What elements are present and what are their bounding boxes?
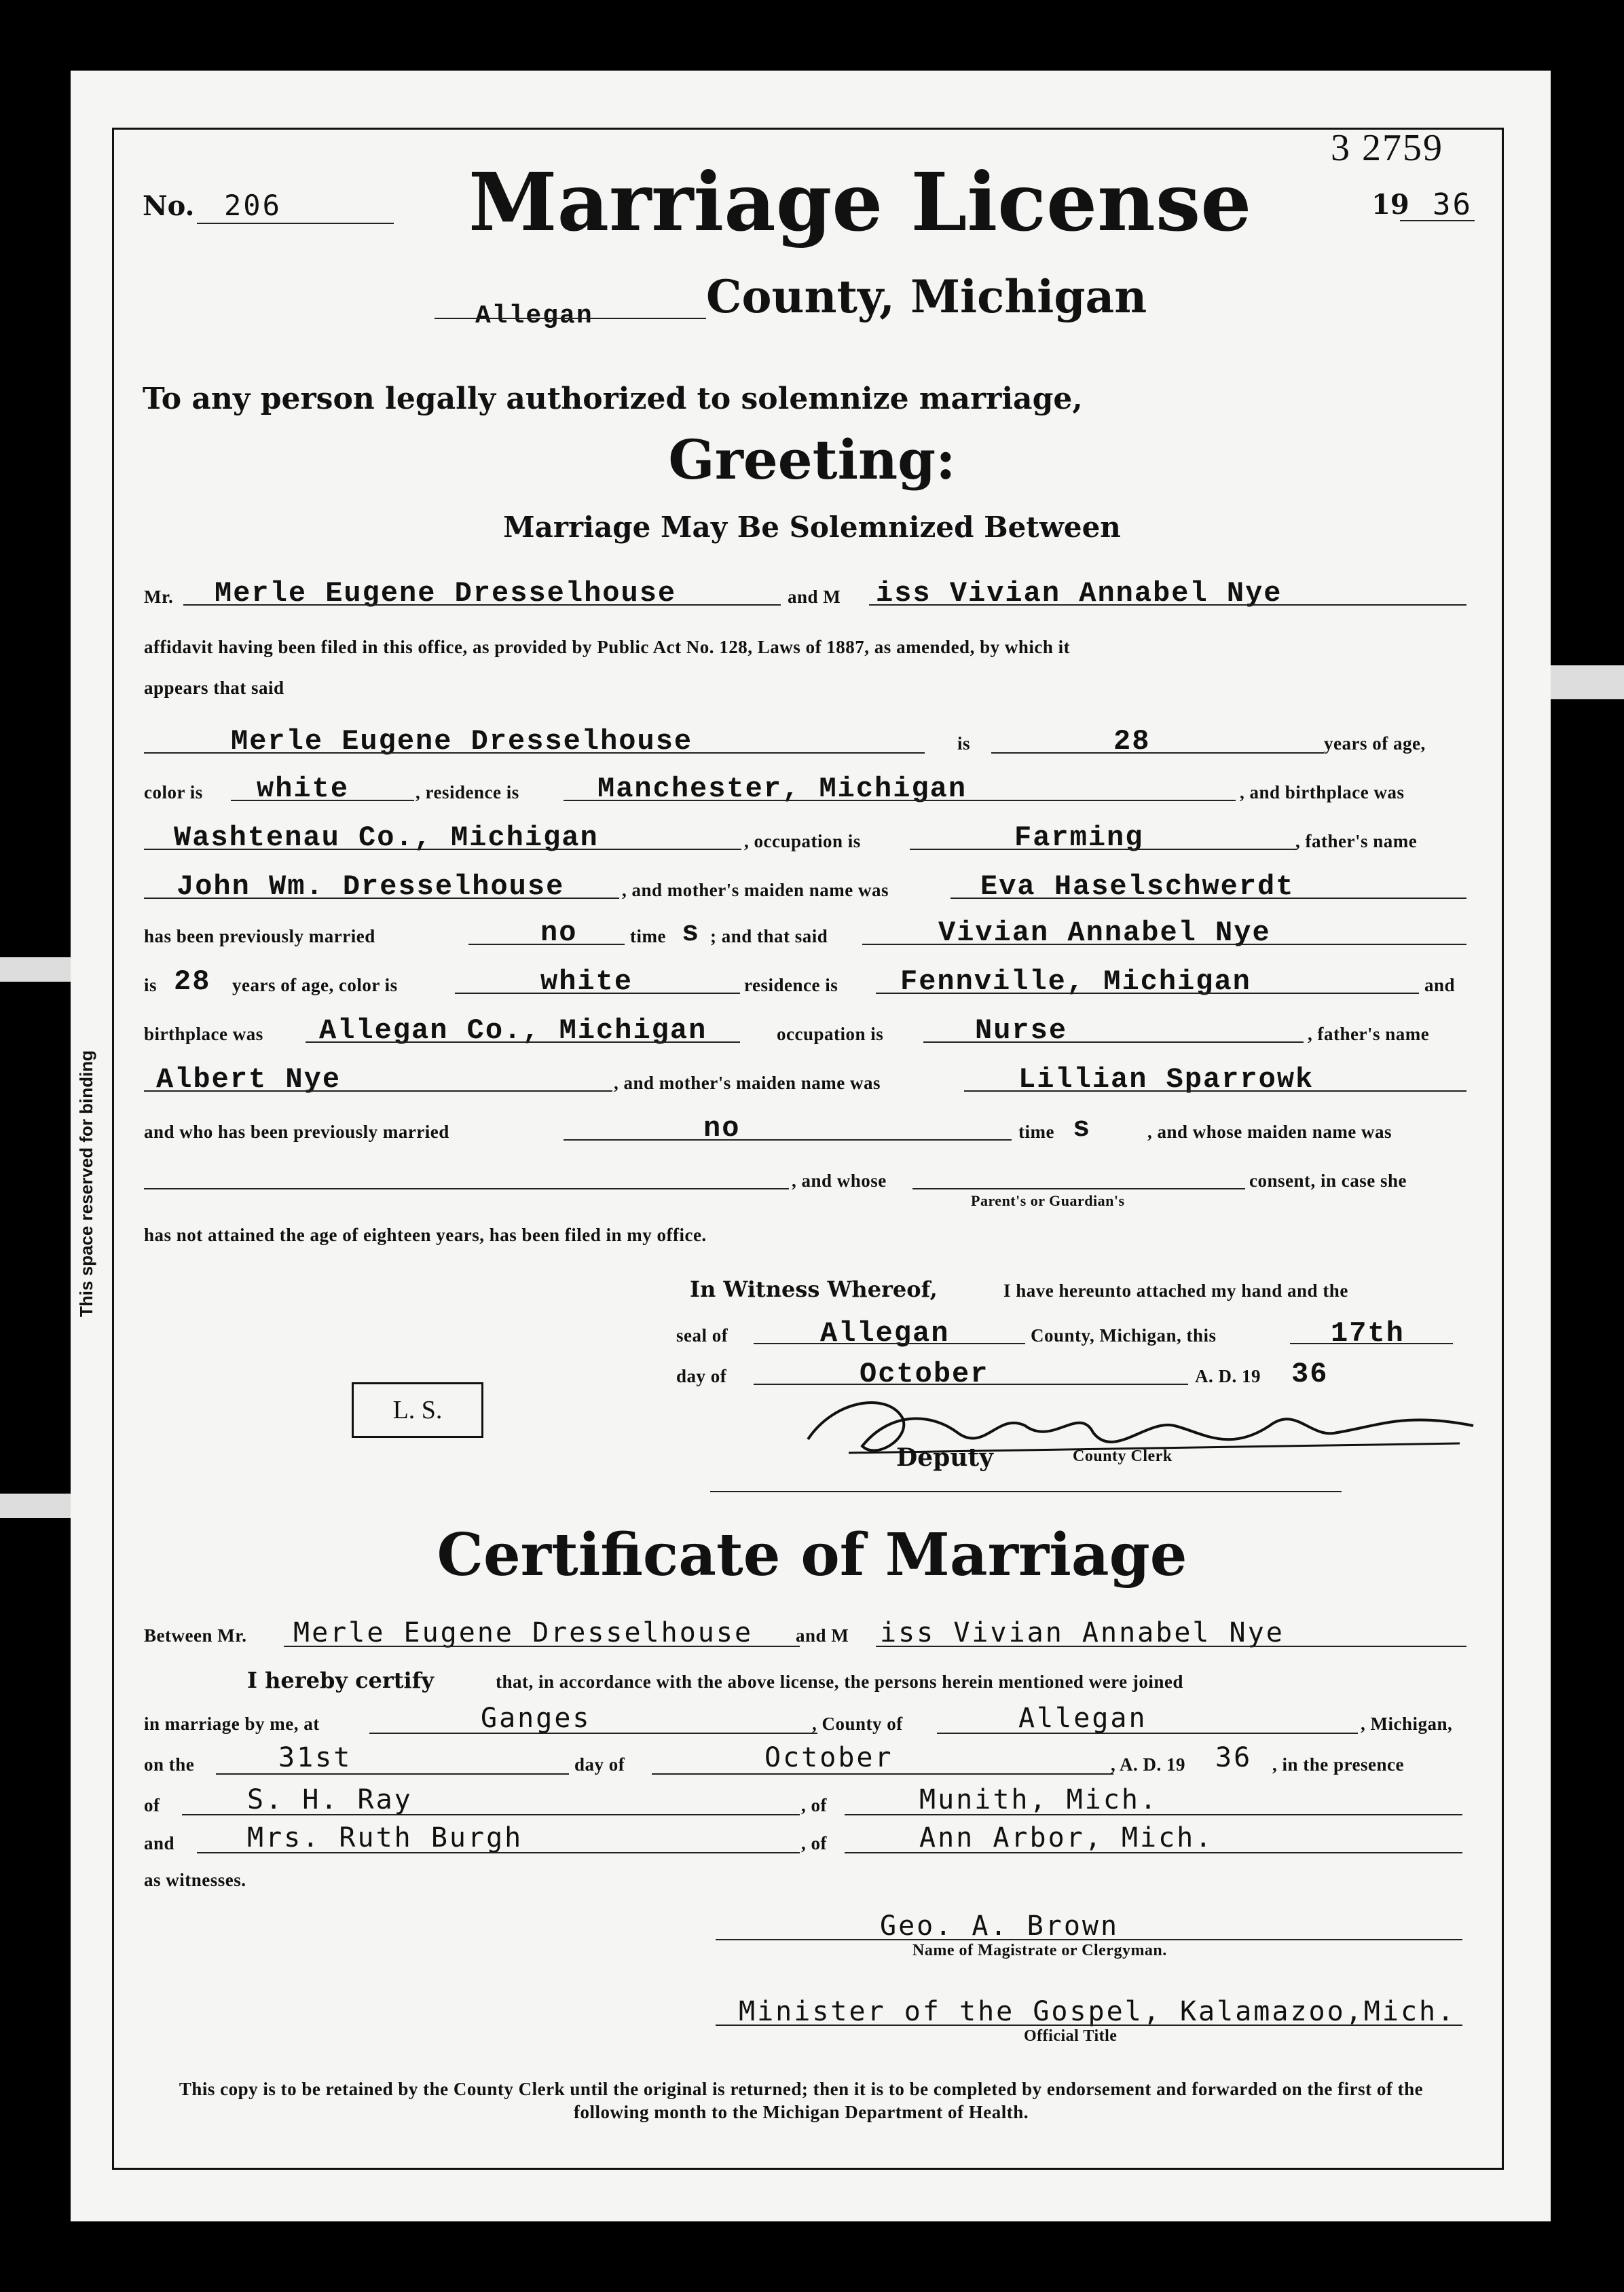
witness-day: 17th — [1331, 1317, 1405, 1350]
county-michigan-label: County, Michigan, this — [1031, 1325, 1217, 1346]
groom-occupation: Farming — [1014, 821, 1144, 854]
witness-1: S. H. Ray — [247, 1784, 413, 1815]
cert-month: October — [764, 1742, 893, 1773]
line — [845, 1852, 1462, 1853]
line — [876, 993, 1419, 994]
line — [231, 800, 414, 801]
and-label-3: and — [144, 1833, 175, 1853]
bride-birthplace: Allegan Co., Michigan — [319, 1014, 707, 1047]
is-label: is — [957, 733, 971, 754]
attached-text: I have hereunto attached my hand and the — [1003, 1280, 1348, 1301]
residence-label: , residence is — [416, 782, 519, 802]
bride-prev: no — [703, 1112, 741, 1145]
line — [716, 2025, 1462, 2026]
page-title: Marriage License — [468, 155, 1252, 249]
groom-name-line — [183, 604, 781, 606]
on-the-label: on the — [144, 1754, 195, 1775]
not-attained: has not attained the age of eighteen years, has been filed in my office. — [144, 1225, 707, 1245]
day-of-label-2: day of — [574, 1754, 625, 1775]
between-label: Between Mr. — [144, 1625, 247, 1646]
hereby-certify: I hereby certify — [247, 1667, 435, 1693]
salutation: To any person legally authorized to solemnize marriage, — [143, 382, 1083, 416]
officiant-label: Name of Magistrate or Clergyman. — [912, 1942, 1167, 1959]
ls-seal-box: L. S. — [352, 1382, 483, 1438]
bride-name-line — [869, 604, 1466, 606]
groom-mother: Eva Haselschwerdt — [980, 870, 1295, 903]
time-label: time — [630, 926, 666, 946]
cert-day: 31st — [278, 1742, 352, 1773]
line — [710, 1491, 1342, 1492]
bride-times-suffix: s — [1073, 1112, 1092, 1145]
in-witness: In Witness Whereof, — [690, 1276, 938, 1302]
line — [910, 849, 1297, 850]
and-whose-label: , and whose — [792, 1170, 887, 1191]
groom-age: 28 — [1113, 725, 1151, 758]
prev-married-label: has been previously married — [144, 926, 375, 946]
witness-year: 36 — [1291, 1358, 1329, 1390]
groom-father: John Wm. Dresselhouse — [177, 870, 565, 903]
bride-color: white — [540, 965, 633, 998]
line — [564, 800, 1236, 801]
fathers-name-label-2: , father's name — [1308, 1024, 1430, 1044]
years-label: years of age, — [1324, 733, 1426, 754]
official-title: Minister of the Gospel, Kalamazoo,Mich. — [739, 1996, 1456, 2027]
line — [197, 1852, 800, 1853]
seal-of-label: seal of — [676, 1325, 728, 1346]
license-no-value: 206 — [224, 189, 282, 222]
bride-father: Albert Nye — [156, 1063, 342, 1096]
certificate-title: Certificate of Marriage — [437, 1521, 1187, 1589]
county-of-label: , County of — [812, 1714, 903, 1734]
county-clerk-label: County Clerk — [1073, 1447, 1173, 1465]
birthplace-label: , and birthplace was — [1240, 782, 1405, 802]
line — [862, 944, 1466, 945]
mothers-label-2: , and mother's maiden name was — [614, 1073, 881, 1093]
fathers-name-label: , father's name — [1295, 831, 1418, 851]
is-prefix: is — [144, 975, 158, 995]
witness-month: October — [860, 1358, 989, 1390]
groom-birthplace: Washtenau Co., Michigan — [174, 821, 599, 854]
of-label: of — [144, 1795, 160, 1815]
consent-label: consent, in case she — [1249, 1170, 1407, 1191]
bride-mother: Lillian Sparrowk — [1018, 1063, 1314, 1096]
line — [912, 1188, 1245, 1189]
groom-prev: no — [540, 917, 578, 949]
groom-name-repeat: Merle Eugene Dresselhouse — [231, 725, 693, 758]
bride-name-repeat: Vivian Annabel Nye — [938, 917, 1271, 949]
michigan-label: , Michigan, — [1361, 1714, 1453, 1734]
line — [144, 752, 925, 754]
line — [216, 1773, 569, 1775]
line — [991, 752, 1324, 754]
line — [923, 1041, 1304, 1043]
presence-label: , in the presence — [1272, 1754, 1404, 1775]
line — [144, 1188, 789, 1189]
license-no-label: No. — [143, 190, 195, 222]
line — [369, 1733, 817, 1734]
cert-place: Ganges — [481, 1703, 591, 1734]
of-comma-label: , of — [801, 1795, 827, 1815]
scan-artifact — [0, 1494, 71, 1518]
residence-is-label: residence is — [744, 975, 838, 995]
footer-note: This copy is to be retained by the County Clerk until the original is returned; then it is to be completed by endorsement and forwarded on the first of the following month to the Michigan Department of Health. — [179, 2079, 1424, 2122]
groom-times-suffix: s — [682, 917, 701, 949]
county-label: County, Michigan — [706, 270, 1147, 323]
witness-county: Allegan — [820, 1317, 950, 1350]
binding-note: This space reserved for binding — [76, 1050, 96, 1317]
witness-2: Mrs. Ruth Burgh — [247, 1822, 523, 1853]
line — [306, 1041, 740, 1043]
year-value: 36 — [1433, 187, 1473, 222]
cert-ad-label: , A. D. 19 — [1111, 1754, 1186, 1775]
witness-1-place: Munith, Mich. — [919, 1784, 1159, 1815]
greeting: Greeting: — [668, 428, 956, 492]
ad-label: A. D. 19 — [1195, 1366, 1261, 1386]
scan-artifact — [0, 957, 71, 982]
line — [144, 849, 741, 850]
groom-name: Merle Eugene Dresselhouse — [215, 577, 677, 610]
cert-year: 36 — [1215, 1742, 1253, 1773]
line — [964, 1090, 1466, 1092]
deputy-label: Deputy — [896, 1443, 994, 1472]
mr-label: Mr. — [144, 587, 174, 607]
color-label: color is — [144, 782, 203, 802]
subheading: Marriage May Be Solemnized Between — [503, 511, 1121, 544]
line — [716, 1939, 1462, 1940]
witness-2-place: Ann Arbor, Mich. — [919, 1822, 1214, 1853]
year-prefix: 19 — [1371, 189, 1409, 221]
bride-name: iss Vivian Annabel Nye — [876, 577, 1282, 610]
occupation-label: , occupation is — [744, 831, 861, 851]
line — [652, 1773, 1113, 1775]
in-marriage-label: in marriage by me, at — [144, 1714, 320, 1734]
years-color-label: years of age, color is — [232, 975, 398, 995]
line — [144, 898, 619, 899]
of-comma-label-2: , of — [801, 1833, 827, 1853]
line — [937, 1733, 1358, 1734]
affidavit-line-1: affidavit having been filed in this office, as provided by Public Act No. 128, Laws of 1887, as amended, by which it — [144, 637, 1071, 657]
as-witnesses: as witnesses. — [144, 1870, 246, 1890]
line — [951, 898, 1466, 899]
line — [455, 993, 740, 994]
officiant-name: Geo. A. Brown — [880, 1910, 1120, 1942]
bride-age: 28 — [174, 965, 211, 998]
line — [754, 1343, 1025, 1344]
line — [284, 1646, 800, 1647]
parent-label: Parent's or Guardian's — [971, 1192, 1125, 1209]
cert-groom: Merle Eugene Dresselhouse — [293, 1617, 754, 1648]
time-label-2: time — [1018, 1122, 1054, 1142]
birthplace-was-label: birthplace was — [144, 1024, 263, 1044]
day-of-label: day of — [676, 1366, 727, 1386]
line — [144, 1090, 612, 1092]
and-label-2: and — [1424, 975, 1456, 995]
bride-occupation: Nurse — [975, 1014, 1068, 1047]
line — [468, 944, 625, 945]
cert-and-m: and M — [796, 1625, 849, 1646]
line — [564, 1139, 1012, 1141]
groom-residence: Manchester, Michigan — [597, 773, 967, 805]
that-said-label: ; and that said — [710, 926, 828, 946]
official-title-label: Official Title — [1024, 2027, 1118, 2045]
who-prev-label: and who has been previously married — [144, 1122, 449, 1142]
line — [845, 1814, 1462, 1815]
line — [876, 1646, 1466, 1647]
county-value: Allegan — [475, 301, 593, 331]
serial-number: 3 2759 — [1331, 127, 1443, 169]
scan-artifact — [1551, 665, 1624, 699]
bride-residence: Fennville, Michigan — [900, 965, 1251, 998]
line — [182, 1814, 800, 1815]
groom-color: white — [257, 773, 350, 805]
mothers-label: , and mother's maiden name was — [622, 880, 889, 900]
maiden-label: , and whose maiden name was — [1147, 1122, 1392, 1142]
no-underline — [197, 223, 394, 224]
county-underline — [435, 318, 706, 319]
cert-bride: iss Vivian Annabel Nye — [880, 1617, 1285, 1648]
line — [1290, 1343, 1453, 1344]
affidavit-line-2: appears that said — [144, 678, 284, 698]
cert-county: Allegan — [1018, 1703, 1147, 1734]
year-underline — [1400, 220, 1475, 221]
hereby-text: that, in accordance with the above license, the persons herein mentioned were joined — [496, 1671, 1183, 1692]
and-label: and M — [788, 587, 841, 607]
occupation-is-label: occupation is — [777, 1024, 884, 1044]
